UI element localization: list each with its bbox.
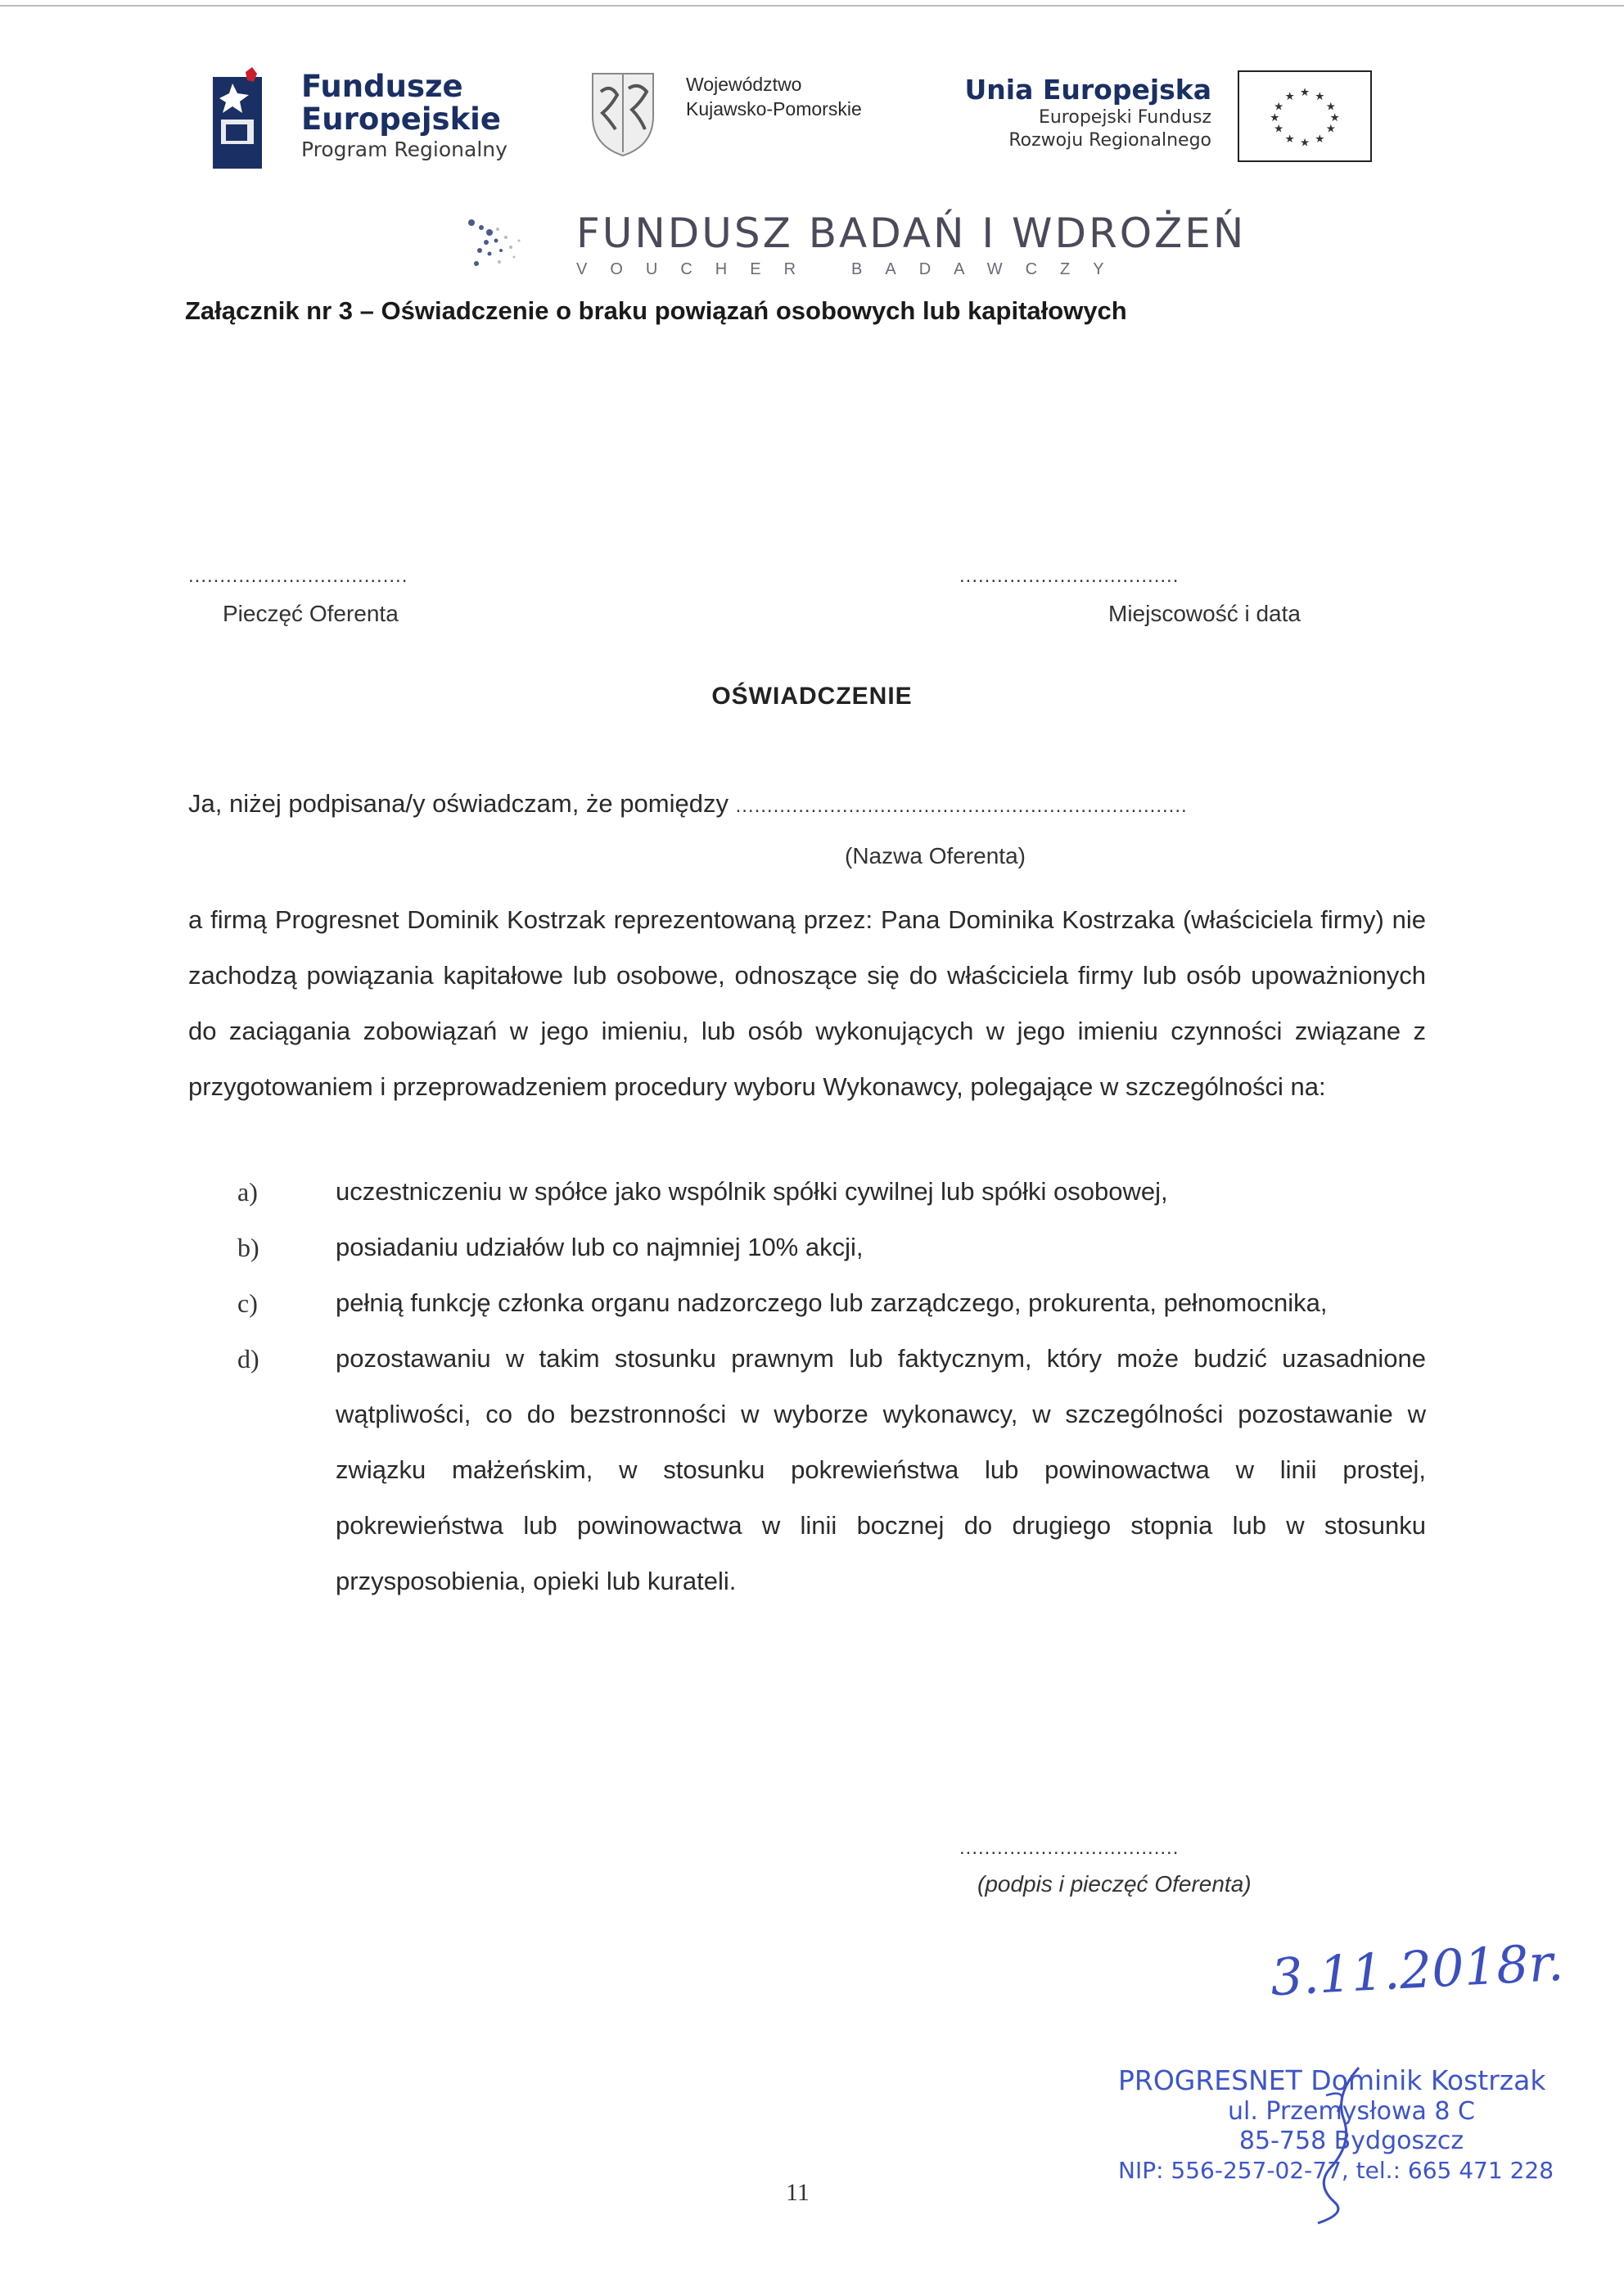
voivodeship-line2: Kujawsko-Pomorskie (686, 98, 862, 120)
fbw-sub-badawczy: BADAWCZY (851, 260, 1127, 278)
svg-text:★: ★ (1325, 100, 1336, 114)
signature-label: (podpis i pieczęć Oferenta) (977, 1871, 1252, 1897)
svg-text:★: ★ (1325, 122, 1336, 136)
list-item (188, 1331, 1426, 1609)
fbw-dots-logo-icon (465, 216, 540, 275)
voivodeship-text (686, 72, 862, 121)
eu-title: Unia Europejska (964, 74, 1211, 106)
place-date-label: Miejscowość i data (1108, 601, 1301, 626)
handwritten-date: 3.11.2018r. (1269, 1932, 1565, 2008)
eu-flag-icon (1238, 70, 1372, 162)
list-item-text: pozostawaniu w takim stosunku prawnym lub faktycznym, który może budzić uzasadnione wątpliwości, co do bezstronności w wyborze wykonawcy, w szczególności pozostawanie w związku małżeńskim, w stosunku pokrewieństwa lub powinowactwa w linii prostej, pokrewieństwa lub powinowactwa w linii bocznej do drugiego stopnia lub w stosunku przysposobienia, opieki lub kurateli. (336, 1344, 1426, 1595)
fe-line3: Program Regionalny (301, 138, 508, 161)
svg-text:★: ★ (1274, 122, 1284, 136)
stamp-line4: NIP: 556-257-02-77, tel.: 665 471 228 (1118, 2157, 1554, 2184)
fundusze-europejskie-logo-icon (213, 65, 272, 172)
page-top-edge (0, 5, 1624, 7)
fbw-title: FUNDUSZ BADAŃ I WDROŻEŃ (576, 210, 1247, 257)
intro-text: Ja, niżej podpisana/y oświadczam, że pomiędzy (188, 789, 729, 818)
list-item-letter: a) (237, 1177, 258, 1207)
stamp-line2: ul. Przemysłowa 8 C (1227, 2097, 1476, 2126)
stamp-line1: PROGRESNET Dominik Kostrzak (1118, 2064, 1546, 2096)
fe-line2: Europejskie (301, 101, 501, 137)
offeror-name-dots: ........................................................................ (735, 795, 1188, 817)
svg-text:★: ★ (1299, 85, 1310, 99)
intro-line (188, 787, 1188, 823)
voivodeship-line1: Województwo (686, 74, 802, 95)
list-item-letter: c) (237, 1288, 258, 1318)
offeror-name-label: (Nazwa Oferenta) (845, 843, 1026, 868)
list-item-letter: d) (237, 1344, 259, 1374)
svg-text:★: ★ (1284, 89, 1295, 103)
svg-text:★: ★ (1329, 111, 1340, 124)
list-item-letter: b) (237, 1233, 259, 1262)
svg-text:★: ★ (1284, 132, 1295, 146)
list-item (188, 1164, 1426, 1220)
stamp-line3: 85-758 Bydgoszcz (1238, 2127, 1464, 2155)
page-number: 11 (786, 2179, 810, 2206)
conditions-list (188, 1164, 1426, 1609)
handwritten-signature-icon (1301, 2063, 1375, 2226)
fundusze-europejskie-text (301, 70, 508, 164)
svg-text:★: ★ (1315, 132, 1325, 146)
fe-line1: Fundusze (301, 69, 463, 104)
list-item (188, 1220, 1426, 1275)
document-heading: OŚWIADCZENIE (711, 683, 913, 710)
list-item-text: posiadaniu udziałów lub co najmniej 10% akcji, (336, 1233, 864, 1261)
eu-text (925, 74, 1211, 152)
svg-text:★: ★ (1270, 111, 1280, 124)
eu-sub2: Rozwoju Regionalnego (1008, 130, 1211, 151)
main-paragraph: a firmą Progresnet Dominik Kostrzak reprezentowaną przez: Pana Dominika Kostrzaka (właściciela firmy) nie zachodzą powiązania kapitałowe lub osobowe, odnoszące się do właściciela firmy lub osób upoważnionych do zaciągania zobowiązań w jego imieniu, lub osób wykonujących w jego imieniu czynności związane z przygotowaniem i przeprowadzeniem procedury wyboru Wykonawcy, polegające w szczególności na: (188, 905, 1426, 1101)
stamp-label: Pieczęć Oferenta (223, 601, 399, 626)
stamp-placeholder-dots: ................................... (188, 565, 408, 587)
voivodeship-crest-icon (586, 67, 660, 159)
svg-text:★: ★ (1299, 136, 1310, 150)
place-date-placeholder-dots: ................................... (959, 565, 1180, 587)
list-item-text: uczestniczeniu w spółce jako wspólnik spółki cywilnej lub spółki osobowej, (336, 1177, 1168, 1206)
attachment-title: Załącznik nr 3 – Oświadczenie o braku powiązań osobowych lub kapitałowych (185, 296, 1127, 325)
list-item (188, 1275, 1426, 1331)
svg-text:★: ★ (1274, 100, 1284, 114)
eu-sub1: Europejski Fundusz (1038, 107, 1211, 128)
fbw-subtitle (576, 260, 1160, 279)
fbw-sub-voucher: VOUCHER (576, 260, 819, 278)
signature-placeholder-dots: ................................... (959, 1837, 1180, 1859)
svg-text:★: ★ (1315, 89, 1325, 103)
list-item-text: pełnią funkcję członka organu nadzorczego lub zarządczego, prokurenta, pełnomocnika, (336, 1288, 1328, 1317)
